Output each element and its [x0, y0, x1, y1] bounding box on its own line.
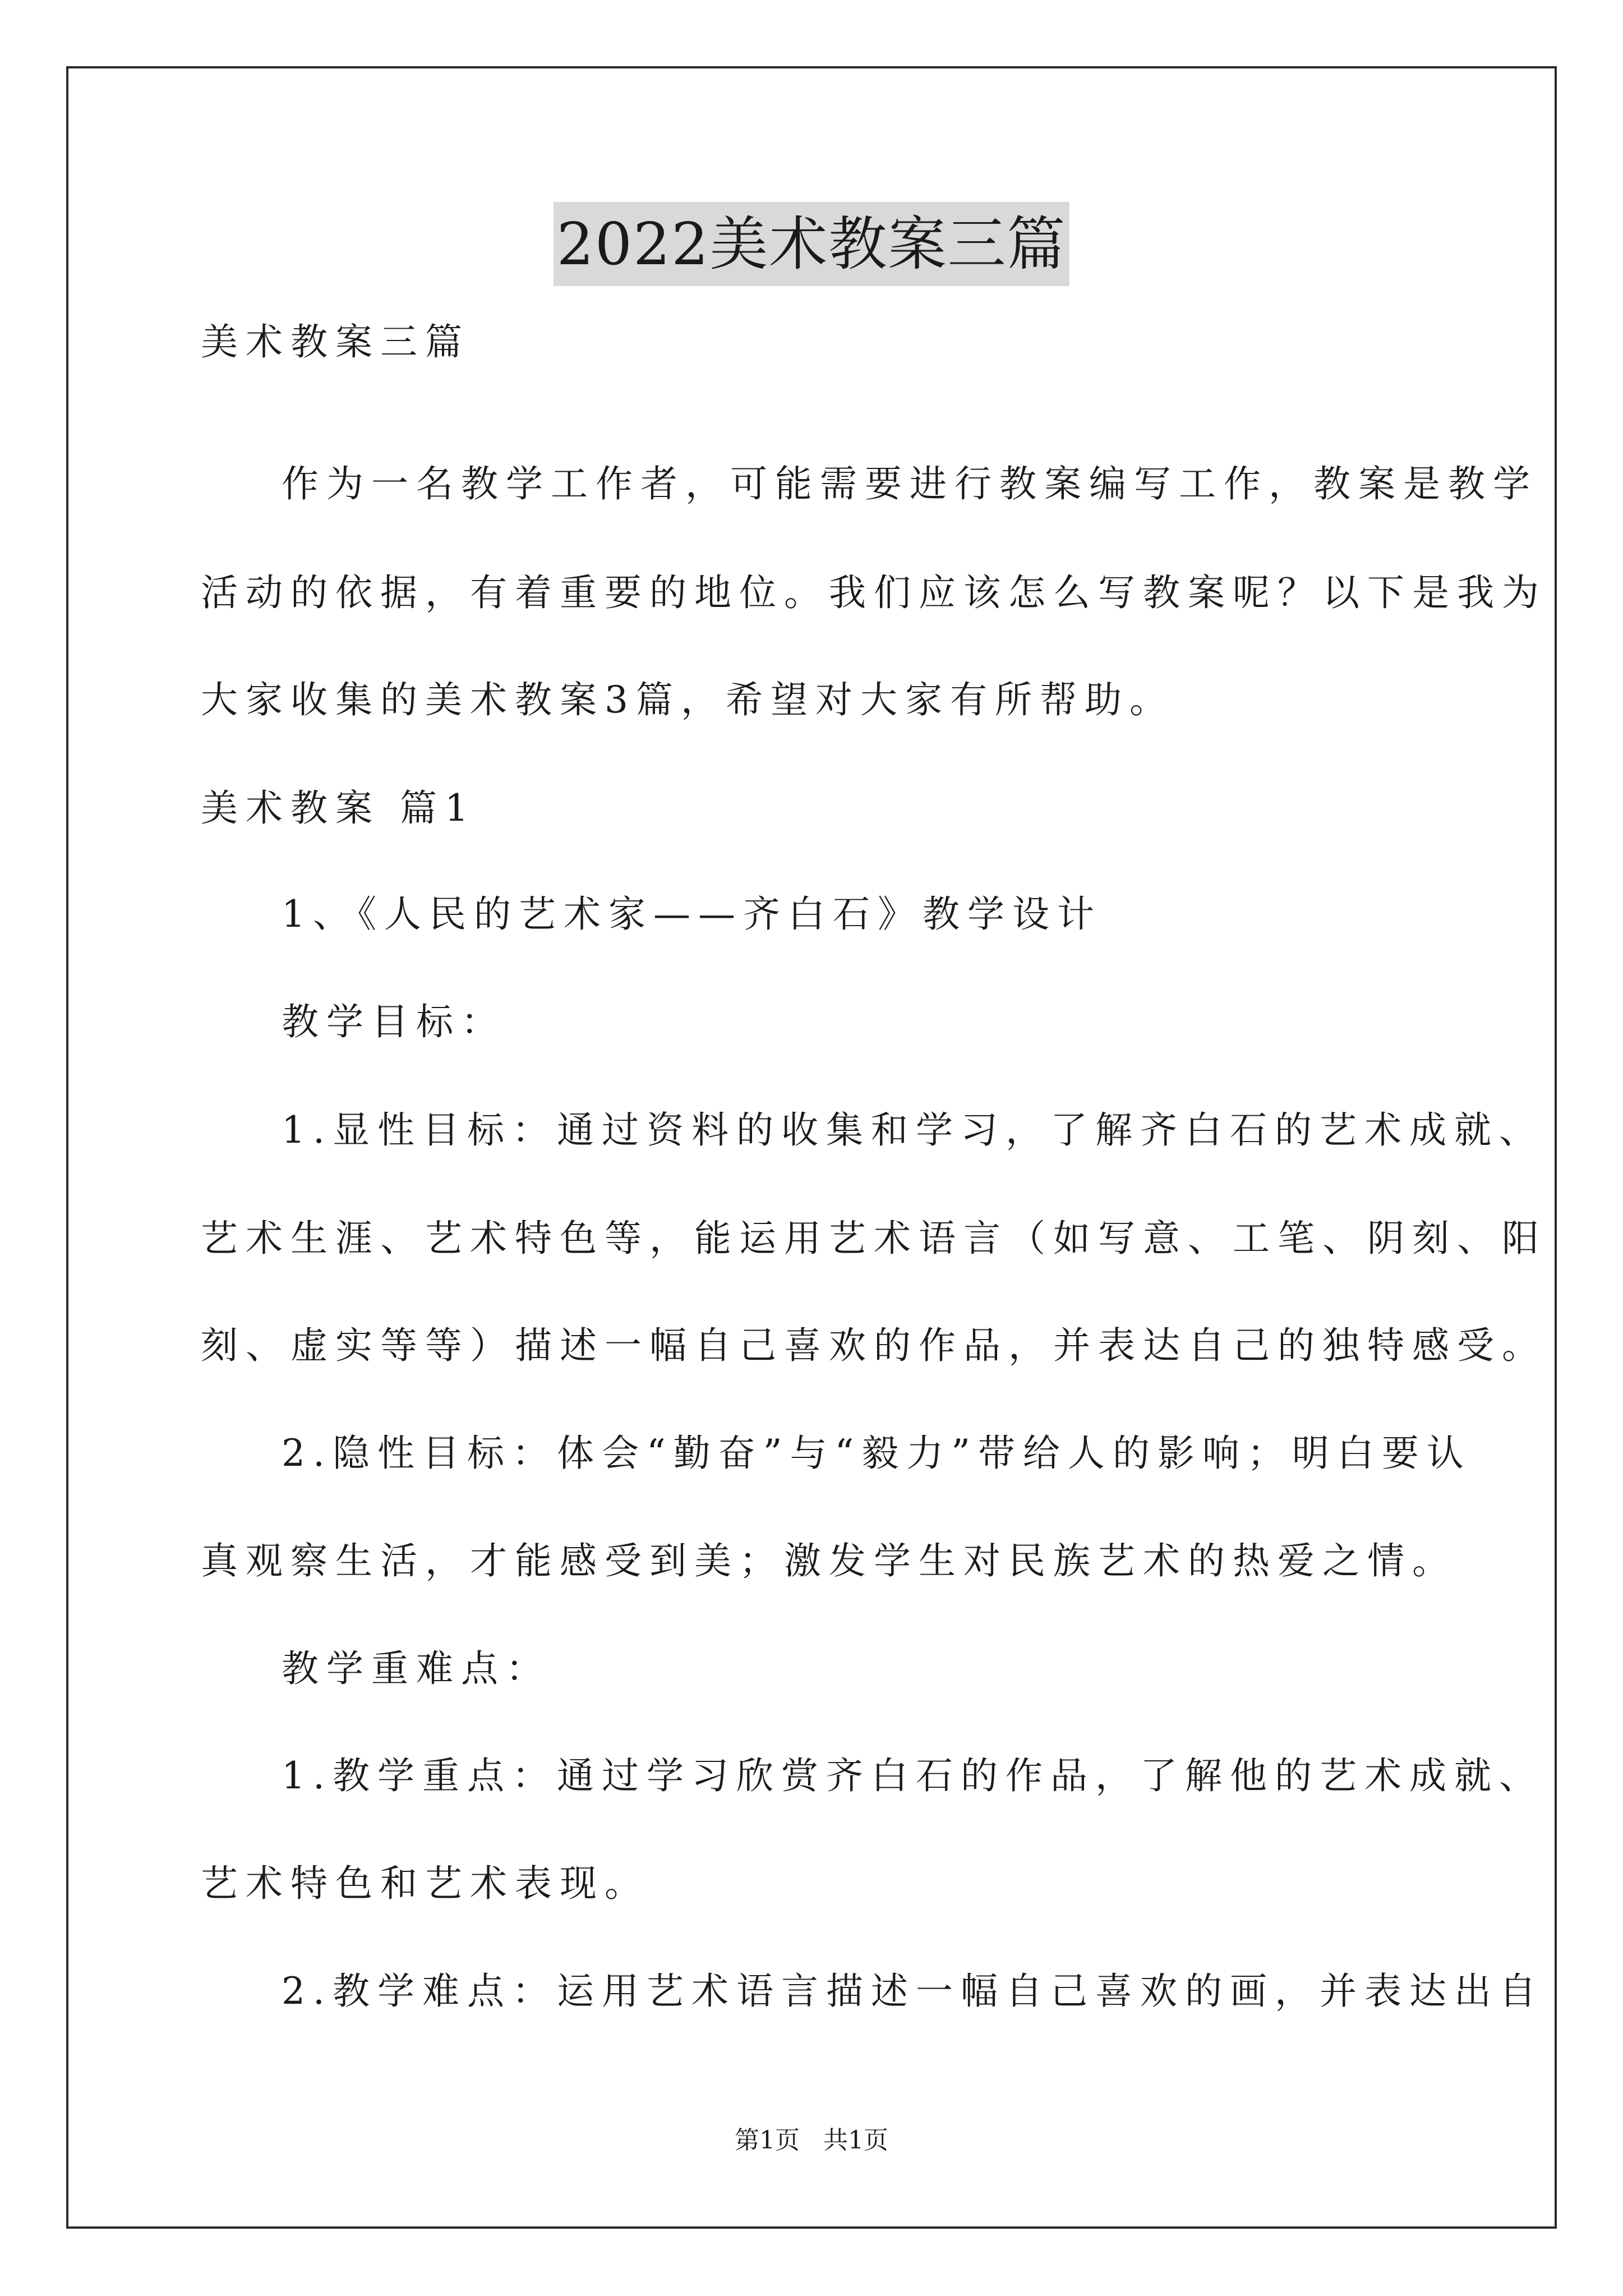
paragraph-line: 艺术特色和艺术表现。 — [201, 1862, 649, 1905]
section-heading: 美术教案 篇1 — [201, 786, 476, 830]
paragraph-line: 1.显性目标：通过资料的收集和学习，了解齐白石的艺术成就、 — [282, 1108, 1544, 1152]
paragraph-line: 教学目标： — [282, 1000, 506, 1043]
page-number: 第1页 — [735, 2126, 800, 2155]
paragraph-line: 1、《人民的艺术家——齐白石》教学设计 — [282, 892, 1102, 936]
paragraph-line: 2.教学难点：运用艺术语言描述一幅自己喜欢的画，并表达出自 — [282, 1970, 1544, 2013]
paragraph-line: 艺术生涯、艺术特色等，能运用艺术语言（如写意、工笔、阴刻、阳 — [201, 1217, 1547, 1260]
paragraph-line: 作为一名教学工作者，可能需要进行教案编写工作，教案是教学 — [282, 462, 1538, 505]
paragraph-line: 1.教学重点：通过学习欣赏齐白石的作品，了解他的艺术成就、 — [282, 1754, 1544, 1797]
paragraph-line: 大家收集的美术教案3篇，希望对大家有所帮助。 — [201, 678, 1174, 721]
document-subtitle: 美术教案三篇 — [201, 320, 470, 364]
page-footer — [0, 2124, 1623, 2157]
document-title: 2022美术教案三篇 — [554, 202, 1070, 286]
page-total: 共1页 — [823, 2126, 888, 2155]
paragraph-line: 教学重难点： — [282, 1647, 551, 1690]
title-container — [0, 202, 1623, 286]
paragraph-line: 2.隐性目标：体会“勤奋”与“毅力”带给人的影响；明白要认 — [282, 1432, 1472, 1475]
paragraph-line: 活动的依据，有着重要的地位。我们应该怎么写教案呢？以下是我为 — [201, 571, 1547, 614]
paragraph-line: 刻、虚实等等）描述一幅自己喜欢的作品，并表达自己的独特感受。 — [201, 1324, 1547, 1367]
paragraph-line: 真观察生活，才能感受到美；激发学生对民族艺术的热爱之情。 — [201, 1539, 1457, 1582]
